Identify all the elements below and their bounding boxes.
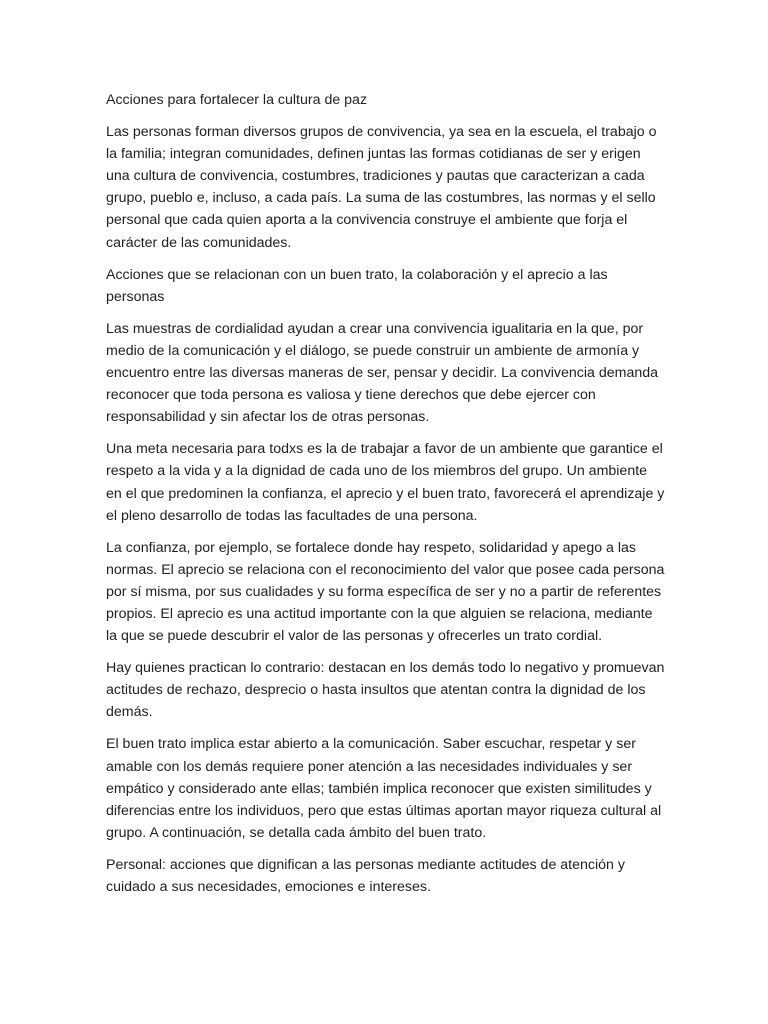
paragraph-convivencia: Las personas forman diversos grupos de convivencia, ya sea en la escuela, el trabajo o la familia; integran comunidades, definen juntas las formas cotidianas de ser y erigen una cultura de convivencia, costumbres, tradiciones y pautas que caracterizan a cada grupo, pueblo e, incluso, a cada país. La suma de las costumbres, las normas y el sello personal que cada quien aporta a la convivencia construye el ambiente que forja el carácter de las comunidades. — [106, 124, 657, 251]
paragraph-personal: Personal: acciones que dignifican a las personas mediante actitudes de atención y cuidado a sus necesidades, emociones e intereses. — [106, 856, 625, 895]
paragraph-meta: Una meta necesaria para todxs es la de trabajar a favor de un ambiente que garantice el respeto a la vida y a la dignidad de cada uno de los miembros del grupo. Un ambiente en el que predominen la confianza, el aprecio y el buen trato, favorecerá el aprendizaje y el pleno desarrollo de todas las facultades de una persona. — [106, 441, 665, 524]
paragraph-contrario: Hay quienes practican lo contrario: destacan en los demás todo lo negativo y promuevan actitudes de rechazo, desprecio o hasta insultos que atentan contra la dignidad de los demás. — [106, 660, 665, 721]
section-heading-buen-trato: Acciones que se relacionan con un buen trato, la colaboración y el aprecio a las personas — [106, 266, 608, 305]
paragraph-cordialidad: Las muestras de cordialidad ayudan a crear una convivencia igualitaria en la que, por medio de la comunicación y el diálogo, se puede construir un ambiente de armonía y encuentro entre las diversas maneras de ser, pensar y decidir. La convivencia demanda reconocer que toda persona es valiosa y tiene derechos que debe ejercer con responsabilidad y sin afectar los de otras personas. — [106, 320, 659, 426]
paragraph-buen-trato: El buen trato implica estar abierto a la comunicación. Saber escuchar, respetar y ser amable con los demás requiere poner atención a las necesidades individuales y ser empático y considerado ante ellas; también implica reconocer que existen similitudes y diferencias entre los individuos, pero que estas últimas aportan mayor riqueza cultural al grupo. A continuación, se detalla cada ámbito del buen trato. — [106, 736, 662, 841]
document-title: Acciones para fortalecer la cultura de paz — [106, 92, 368, 108]
paragraph-confianza: La confianza, por ejemplo, se fortalece donde hay respeto, solidaridad y apego a las normas. El aprecio se relaciona con el reconocimiento del valor que posee cada persona por sí misma, por sus cualidades y su forma específica de ser y no a partir de referentes propios. El aprecio es una actitud importante con la que alguien se relaciona, mediante la que se puede descubrir el valor de las personas y ofrecerles un trato cordial. — [106, 539, 665, 645]
document-page — [106, 89, 666, 908]
